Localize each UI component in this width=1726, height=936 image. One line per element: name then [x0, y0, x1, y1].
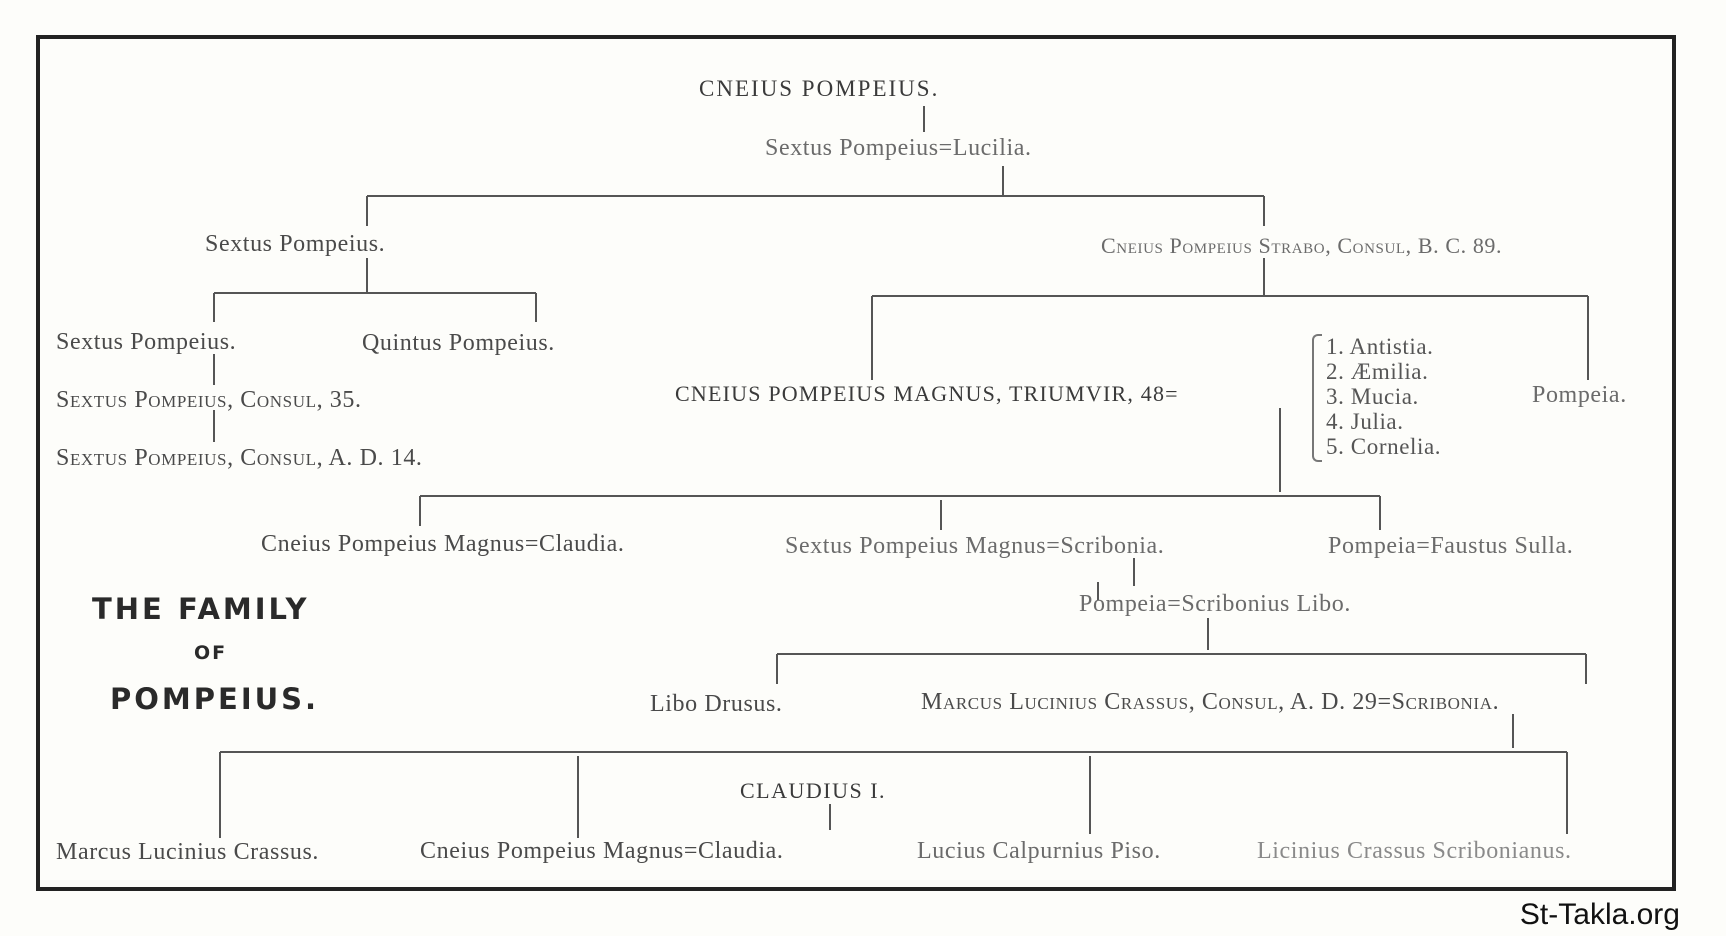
node-lucius-calpurnius-piso: Lucius Calpurnius Piso.	[917, 838, 1161, 864]
title-line-2: OF	[194, 642, 228, 664]
title-line-1: THE FAMILY	[92, 592, 310, 626]
node-sextus-consul-ad14: Sextus Pompeius, Consul, A. D. 14.	[56, 445, 423, 471]
title-line-3: POMPEIUS.	[110, 682, 320, 716]
wife-item: 1. Antistia.	[1326, 334, 1434, 359]
node-sextus-pompeius-left: Sextus Pompeius.	[205, 231, 386, 257]
watermark-text: St-Takla.org	[1519, 898, 1680, 931]
node-pompeius-strabo: Cneius Pompeius Strabo, Consul, B. C. 89.	[1101, 233, 1503, 258]
wife-item: 4. Julia.	[1326, 409, 1404, 434]
node-marcus-crassus-consul: Marcus Lucinius Crassus, Consul, A. D. 29=Scribonia.	[921, 689, 1500, 715]
wife-item: 5. Cornelia.	[1326, 434, 1442, 459]
node-claudius-i: CLAUDIUS I.	[740, 778, 887, 803]
wives-list	[1326, 334, 1441, 459]
node-sextus-pompeius-son: Sextus Pompeius.	[56, 329, 237, 355]
node-quintus-pompeius: Quintus Pompeius.	[362, 330, 555, 356]
node-licinius-crassus-scribonianus: Licinius Crassus Scribonianus.	[1257, 838, 1572, 864]
wife-item: 2. Æmilia.	[1326, 359, 1429, 384]
wives-brace	[1312, 334, 1322, 462]
node-pompeia-scribonius-libo: Pompeia=Scribonius Libo.	[1079, 591, 1351, 617]
node-sextus-lucilia: Sextus Pompeius=Lucilia.	[765, 135, 1032, 161]
node-sextus-magnus-scribonia: Sextus Pompeius Magnus=Scribonia.	[785, 533, 1165, 559]
node-cneius-magnus-claudia-2: Cneius Pompeius Magnus=Claudia.	[420, 838, 784, 864]
node-pompeia-sister: Pompeia.	[1532, 382, 1627, 408]
node-pompeia-faustus-sulla: Pompeia=Faustus Sulla.	[1328, 533, 1574, 559]
wife-item: 3. Mucia.	[1326, 384, 1419, 409]
node-cneius-pompeius: CNEIUS POMPEIUS.	[699, 76, 940, 101]
node-sextus-consul-35: Sextus Pompeius, Consul, 35.	[56, 387, 362, 413]
node-pompeius-magnus-triumvir: CNEIUS POMPEIUS MAGNUS, TRIUMVIR, 48=	[675, 381, 1179, 406]
node-cneius-magnus-claudia: Cneius Pompeius Magnus=Claudia.	[261, 531, 625, 557]
node-libo-drusus: Libo Drusus.	[650, 691, 783, 717]
node-marcus-lucinius-crassus: Marcus Lucinius Crassus.	[56, 839, 320, 865]
